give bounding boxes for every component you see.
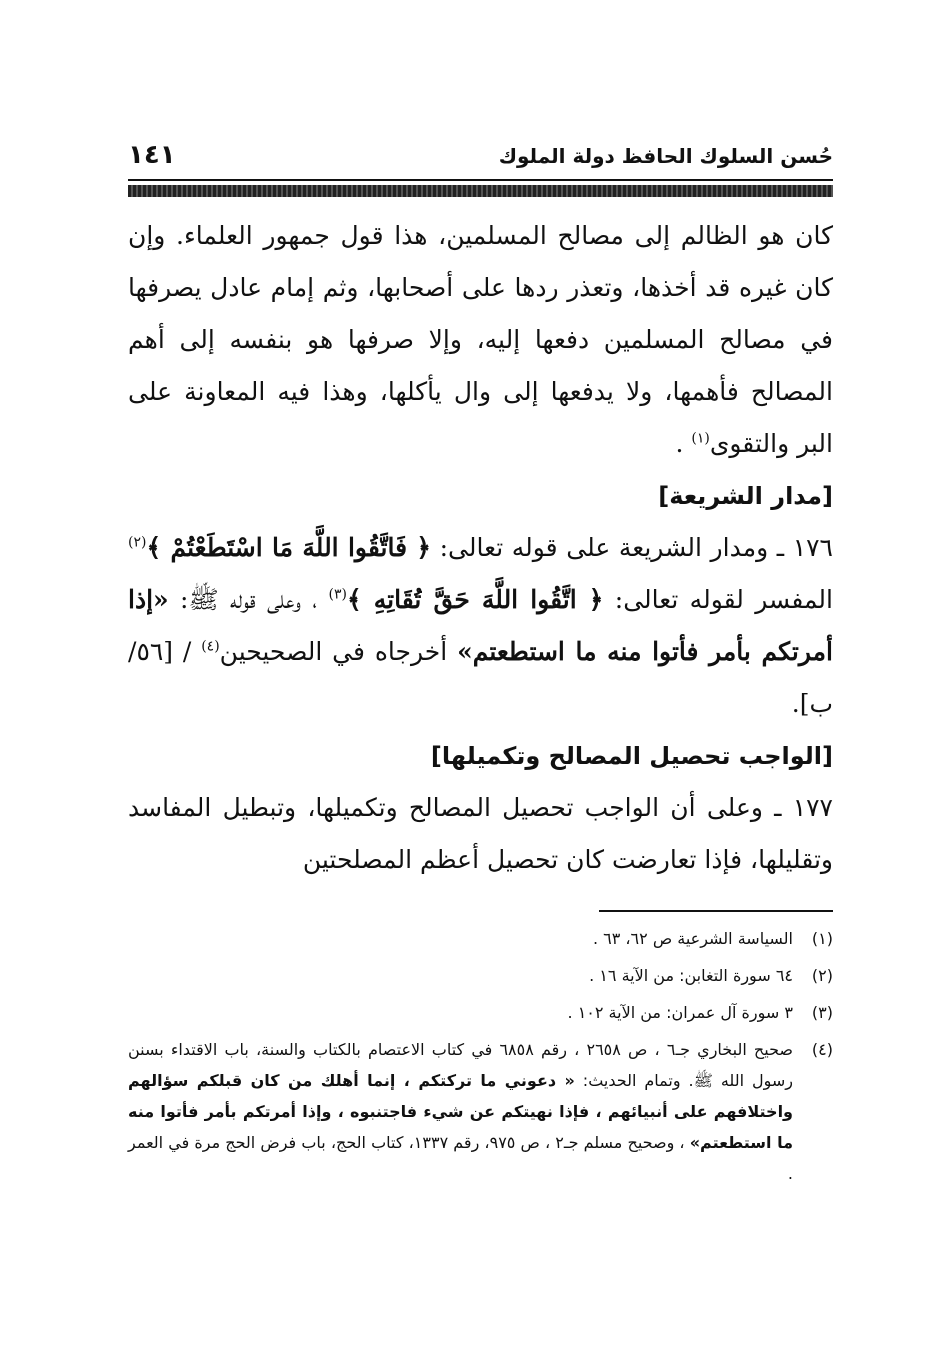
footnote-text [128, 1034, 793, 1189]
quran-verse-2: ﴿ اتَّقُوا اللَّهَ حَقَّ تُقَاتِهِ ﴾ [347, 585, 604, 614]
paragraph-1-text: كان هو الظالم إلى مصالح المسلمين، هذا قول جمهور العلماء. وإن كان غيره قد أخذها، وتعذر ردها على أصحابها، وثم إمام عادل يصرفها في مصالح المسلمين دفعها إليه، وإلا صرفها هو بنفسه إلى أهم المصالح فأهمها، ولا يدفعها إلى وال يأكلها، وهذا فيه المعاونة على البر والتقوى [128, 221, 833, 458]
footnote-4 [128, 1034, 833, 1189]
footnote-ref-4: (٤) [201, 638, 220, 655]
paragraph-176-intro: ١٧٦ ـ ومدار الشريعة على قوله تعالى: [431, 533, 833, 562]
manuscript-folio-ref: / [٥٦/ ب]. [128, 637, 833, 718]
quran-verse-1: ﴿ فَاتَّقُوا اللَّهَ مَا اسْتَطَعْتُمْ ﴾ [146, 533, 432, 562]
page-header [128, 138, 833, 178]
paragraph-176 [128, 522, 833, 730]
running-title: حُسن السلوك الحافظ دولة الملوك [498, 144, 833, 168]
paragraph-176-mid-1: المفسر لقوله تعالى: [603, 585, 833, 614]
footnote-3 [128, 997, 833, 1028]
header-rule-thin [128, 179, 833, 181]
header-rule-thick [128, 185, 833, 197]
footnote-4-part-a: صحيح البخاري جـ٦ ، ص ٢٦٥٨ ، رقم ٦٨٥٨ في كتاب الاعتصام بالكتاب والسنة، باب الاقتداء بسنن رسول الله ﷺ. وتمام الحديث: [128, 1040, 794, 1090]
footnote-text: ٦٤ سورة التغابن: من الآية ١٦ . [589, 966, 793, 985]
paragraph-1 [128, 210, 833, 470]
book-page [128, 138, 833, 1183]
footnote-4-hadith-text: « دعوني ما تركتكم ، إنما أهلك من كان قبلكم سؤالهم واختلافهم على أنبيائهم ، فإذا نهيتكم عن شيء فاجتنبوه ، وإذا أمرتكم بأمر فأتوا منه ما استطعتم» [128, 1071, 794, 1152]
footnote-marker: (٣) [811, 1003, 833, 1022]
footnote-separator [599, 910, 833, 912]
page-number: ١٤١ [128, 140, 176, 170]
footnote-2 [128, 960, 833, 991]
footnote-marker: (٢) [811, 966, 833, 985]
footnote-4-part-b: ، وصحيح مسلم جـ٢ ، ص ٩٧٥، رقم ١٣٣٧، كتاب الحج، باب فرض الحج مرة في العمر . [128, 1133, 793, 1183]
paragraph-176-mid-3: أخرجاه في الصحيحين [219, 637, 458, 666]
main-text [128, 210, 833, 886]
paragraph-176-mid-2: ، وعلى قوله ﷺ: [168, 585, 329, 614]
footnote-ref-2: (٢) [128, 534, 147, 551]
footnote-marker: (١) [811, 929, 833, 948]
footnote-ref-3: (٣) [328, 586, 347, 603]
footnote-ref-1: (١) [691, 430, 710, 447]
footnote-text: ٣ سورة آل عمران: من الآية ١٠٢ . [567, 1003, 793, 1022]
paragraph-177: ١٧٧ ـ وعلى أن الواجب تحصيل المصالح وتكميلها، وتبطيل المفاسد وتقليلها، فإذا تعارضت كان تحصيل أعظم المصلحتين [128, 793, 833, 874]
footnote-text: السياسة الشرعية ص ٦٢، ٦٣ . [592, 929, 793, 948]
footnote-marker: (٤) [811, 1040, 833, 1059]
hadith-quote: «إذا أمرتكم بأمر فأتوا منه ما استطعتم» [128, 585, 833, 666]
section-heading-madar: [مدار الشريعة] [658, 482, 833, 510]
footnotes [128, 923, 833, 1195]
paragraph-1-end: . [675, 429, 692, 458]
section-heading-wajib: [الواجب تحصيل المصالح وتكميلها] [430, 742, 833, 770]
footnote-1 [128, 923, 833, 954]
